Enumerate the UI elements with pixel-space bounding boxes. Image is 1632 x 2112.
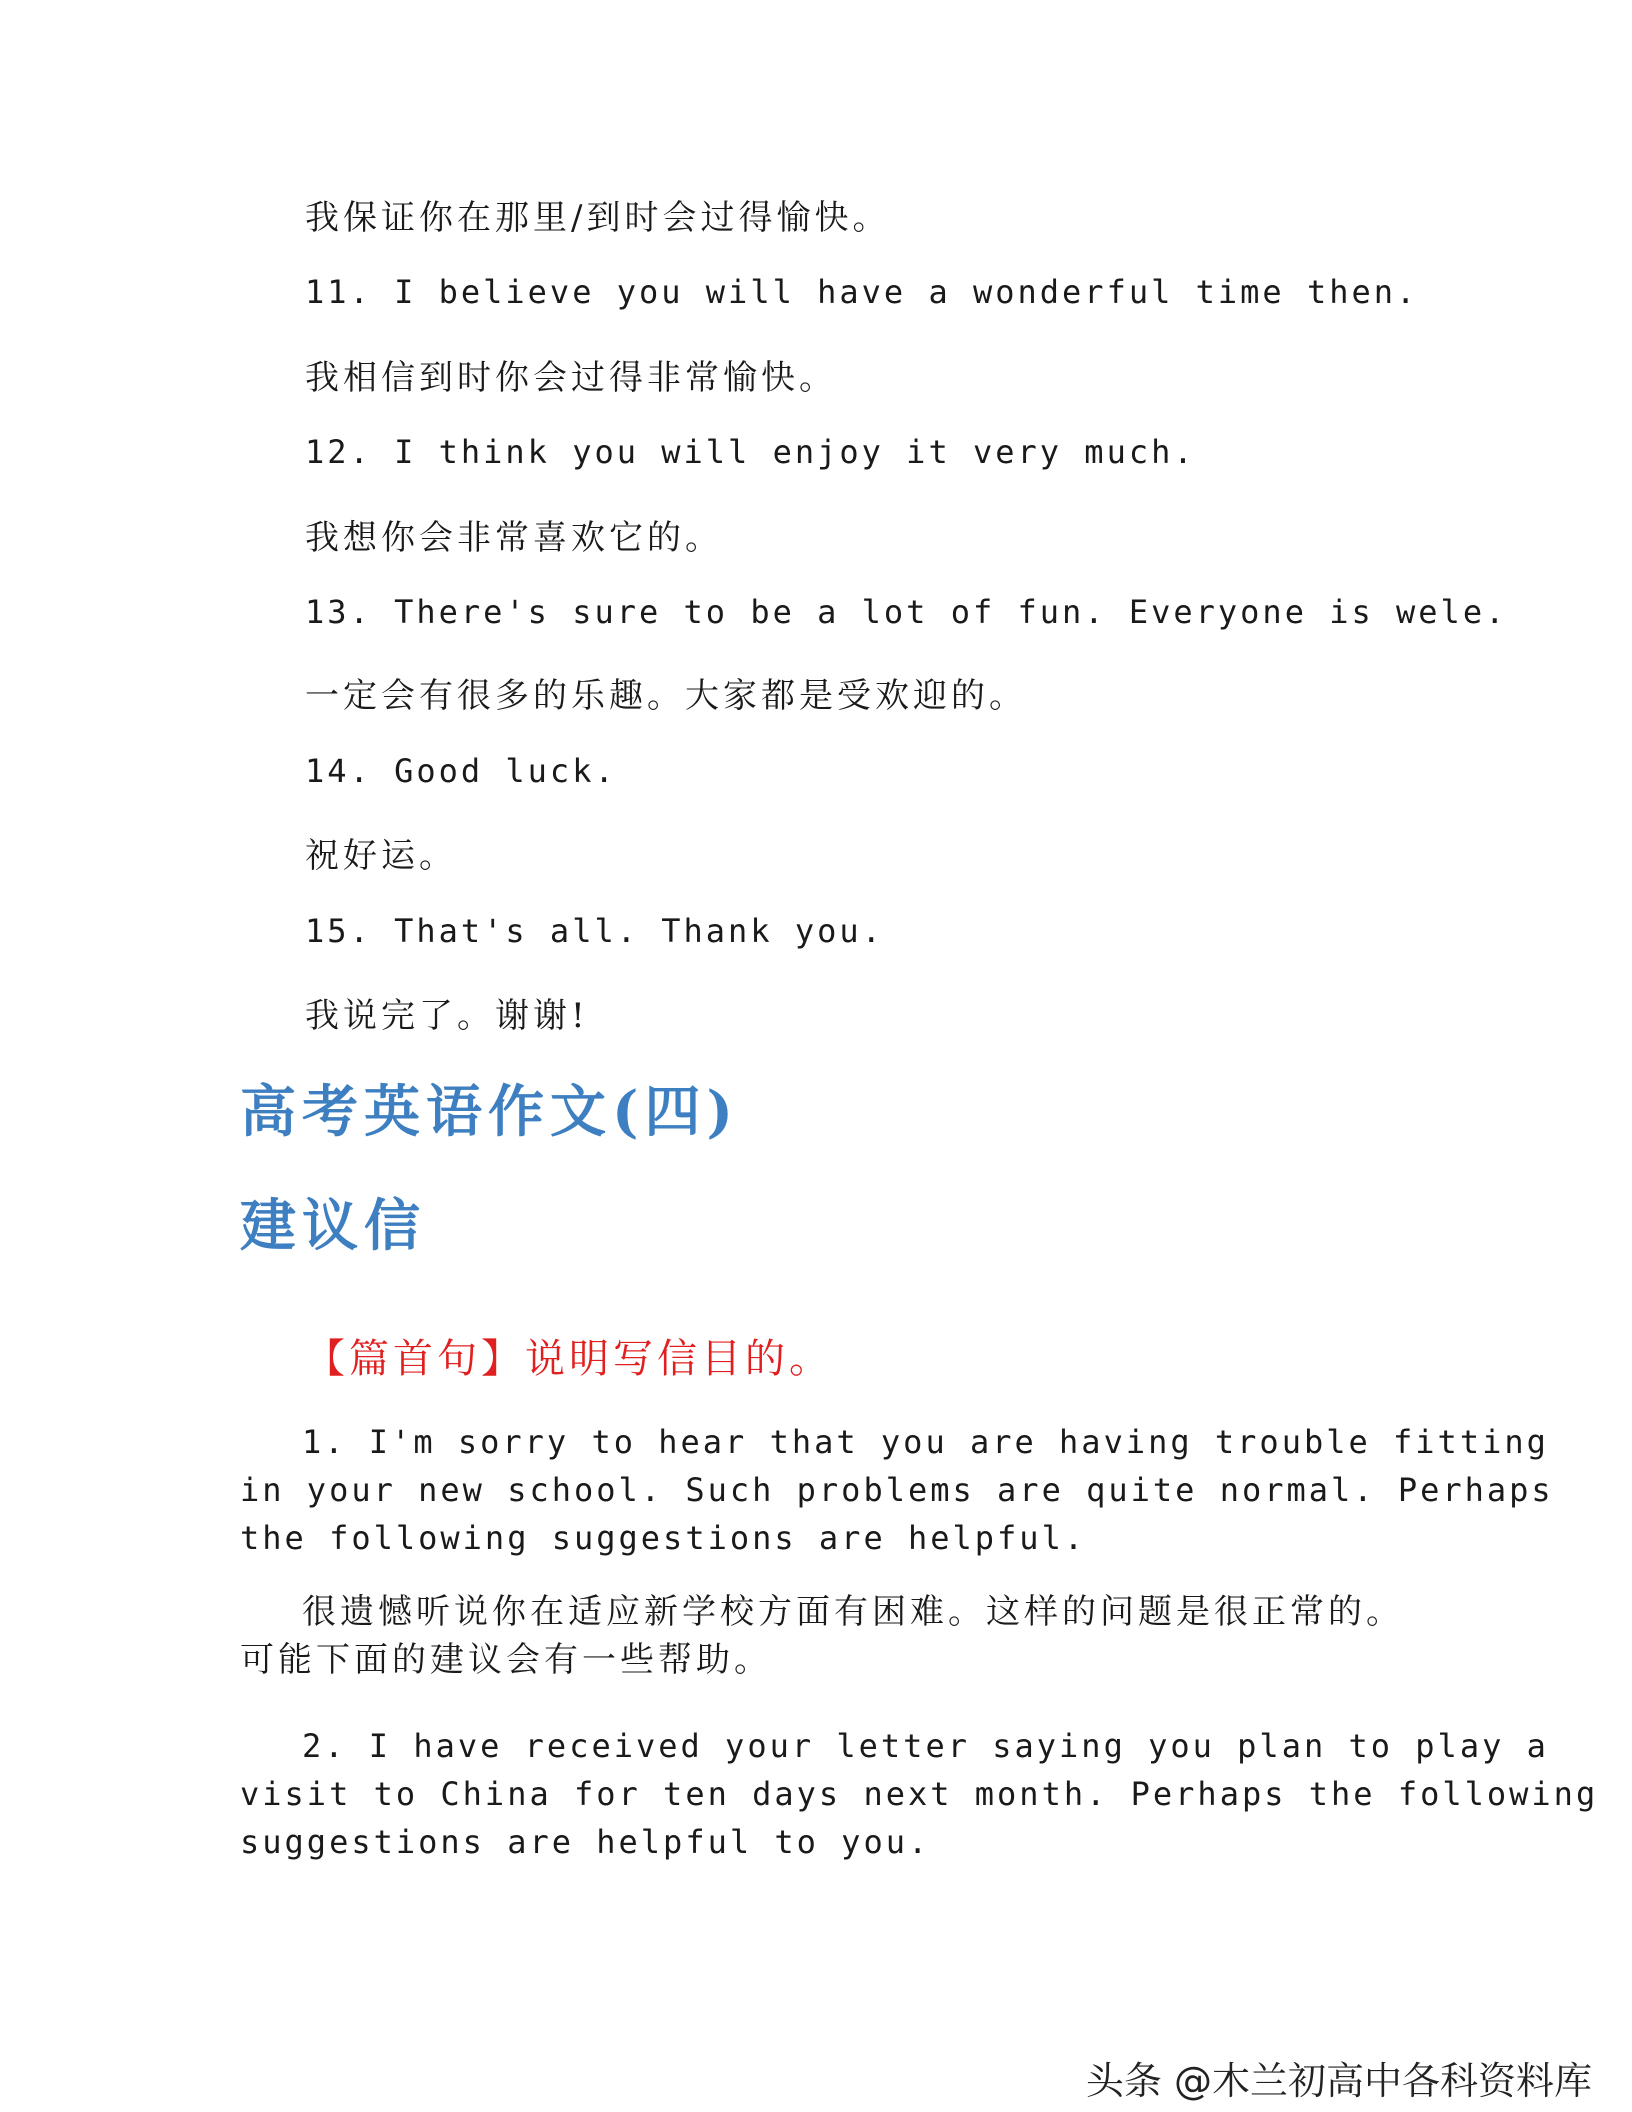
line-zh-13: 一定会有很多的乐趣。大家都是受欢迎的。 xyxy=(305,676,1027,716)
paragraph-1-translation-line: 可能下面的建议会有一些帮助。 xyxy=(240,1640,772,1680)
line-en-11: 11. I believe you will have a wonderful time then. xyxy=(305,273,1419,311)
watermark: 头条 @木兰初高中各科资料库 xyxy=(1085,2059,1592,2103)
section-heading: 高考英语作文(四) xyxy=(240,1079,739,1145)
paragraph-1 xyxy=(240,1418,1554,1562)
line-zh-14: 祝好运。 xyxy=(305,836,457,876)
line-en-12: 12. I think you will enjoy it very much. xyxy=(305,433,1196,471)
line-en-13: 13. There's sure to be a lot of fun. Everyone is wele. xyxy=(305,593,1508,631)
paragraph-1-translation xyxy=(240,1588,1404,1684)
paragraph-1-line: 1. I'm sorry to hear that you are having trouble fitting xyxy=(302,1423,1549,1461)
paragraph-2-line: visit to China for ten days next month. Perhaps the following xyxy=(240,1775,1599,1813)
section-label: 【篇首句】说明写信目的。 xyxy=(305,1336,833,1382)
paragraph-2 xyxy=(240,1722,1598,1866)
paragraph-1-line: the following suggestions are helpful. xyxy=(240,1519,1087,1557)
paragraph-1-translation-line: 很遗憾听说你在适应新学校方面有困难。这样的问题是很正常的。 xyxy=(302,1592,1404,1632)
line-zh-12: 我想你会非常喜欢它的。 xyxy=(305,518,723,558)
line-zh-10: 我保证你在那里/到时会过得愉快。 xyxy=(305,198,891,238)
line-zh-15: 我说完了。谢谢! xyxy=(305,996,589,1036)
paragraph-2-line: 2. I have received your letter saying you plan to play a xyxy=(302,1727,1549,1765)
line-en-14: 14. Good luck. xyxy=(305,752,617,790)
section-subheading: 建议信 xyxy=(240,1193,426,1259)
paragraph-1-line: in your new school. Such problems are quite normal. Perhaps xyxy=(240,1471,1554,1509)
line-zh-11: 我相信到时你会过得非常愉快。 xyxy=(305,358,837,398)
paragraph-2-line: suggestions are helpful to you. xyxy=(240,1823,931,1861)
line-en-15: 15. That's all. Thank you. xyxy=(305,912,884,950)
